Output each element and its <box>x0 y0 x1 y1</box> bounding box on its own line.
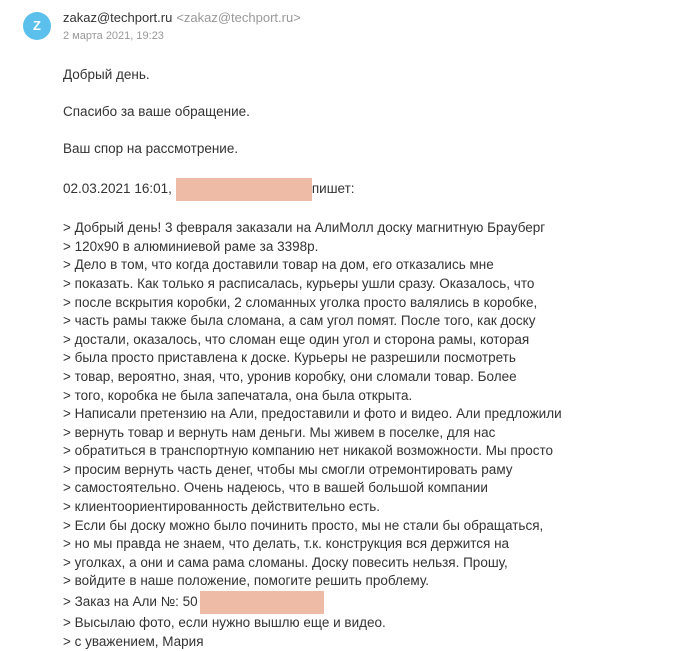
quoted-line: > войдите в наше положение, помогите решить проблему. <box>63 573 429 589</box>
quoted-line: > была просто приставлена к доске. Курьеры не разрешили посмотреть <box>63 350 516 366</box>
quoted-line: > клиентоориентированность действительно есть. <box>63 499 381 515</box>
closing-lines <box>63 614 683 651</box>
quote-attribution <box>63 178 683 201</box>
quoted-line: > с уважением, Мария <box>63 633 204 649</box>
quoted-line: > 120х90 в алюминиевой раме за 3398р. <box>63 238 319 254</box>
redacted-order-number <box>200 591 324 614</box>
thanks-text: Спасибо за ваше обращение. <box>63 104 250 120</box>
quote-writes: пишет: <box>311 180 355 196</box>
quoted-line: > достали, оказалось, что сломан еще один угол и сторона рамы, которая <box>63 331 530 347</box>
quoted-line: > обратиться в транспортную компанию нет никакой возможности. Мы просто <box>63 443 554 459</box>
quoted-line: > Добрый день! 3 февраля заказали на АлиМолл доску магнитную Брауберг <box>63 220 546 236</box>
quoted-line: > того, коробка не была запечатала, она была открыта. <box>63 387 413 403</box>
quoted-line: > после вскрытия коробки, 2 сломанных уголка просто валялись в коробке, <box>63 294 538 310</box>
message-body <box>63 66 683 651</box>
quoted-line: > часть рамы также была сломана, а сам угол помят. После того, как доску <box>63 313 536 329</box>
order-line <box>63 591 683 614</box>
sender-email-bracketed: <zakaz@techport.ru> <box>176 10 301 25</box>
quoted-message <box>63 219 683 591</box>
quoted-line: > но мы правда не знаем, что делать, т.к. конструкция вся держится на <box>63 536 510 552</box>
quoted-line: > товар, вероятно, зная, что, уронив коробку, они сломали товар. Более <box>63 368 517 384</box>
message-header <box>0 0 700 48</box>
quoted-line: > уголках, а они и сама рама сломаны. Доску повесить нельзя. Прошу, <box>63 554 508 570</box>
quoted-line: > просим вернуть часть денег, чтобы мы смогли отремонтировать раму <box>63 461 513 477</box>
quoted-line: > Если бы доску можно было починить просто, мы не стали бы обращаться, <box>63 517 544 533</box>
quoted-line: > самостоятельно. Очень надеюсь, что в вашей большой компании <box>63 480 488 496</box>
avatar[interactable]: Z <box>23 12 51 40</box>
greeting-text: Добрый день. <box>63 67 150 82</box>
sender[interactable] <box>63 10 301 25</box>
sender-email[interactable]: zakaz@techport.ru <box>63 10 173 25</box>
quoted-line: > Высылаю фото, если нужно вышлю еще и видео. <box>63 615 386 631</box>
dispute-text: Ваш спор на рассмотрение. <box>63 141 239 157</box>
quoted-line: > вернуть товар и вернуть нам деньги. Мы живем в поселке, для нас <box>63 424 496 440</box>
order-label: > Заказ на Али №: 50 <box>63 594 198 610</box>
quoted-line: > показать. Как только я расписалась, курьеры ушли сразу. Оказалось, что <box>63 275 535 291</box>
redacted-name <box>176 178 312 201</box>
quoted-line: > Написали претензию на Али, предоставили и фото и видео. Али предложили <box>63 406 562 422</box>
quote-date: 02.03.2021 16:01, <box>63 180 172 196</box>
quoted-line: > Дело в том, что когда доставили товар на дом, его отказались мне <box>63 257 494 273</box>
message-date: 2 марта 2021, 19:23 <box>63 30 164 42</box>
